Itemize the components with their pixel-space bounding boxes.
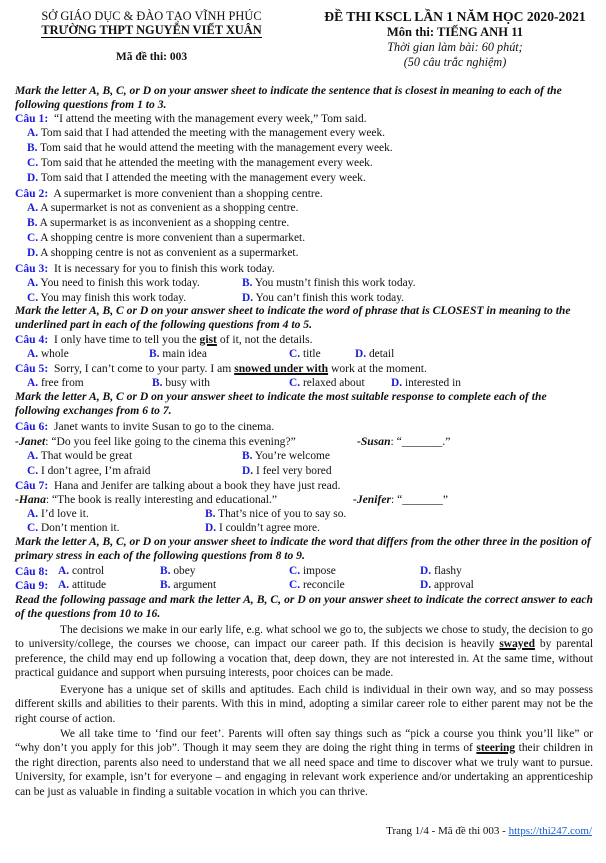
option-5c[interactable]: C. relaxed about: [289, 377, 365, 389]
option-3a[interactable]: A. You need to finish this work today.: [27, 277, 200, 289]
exam-code: Mã đề thi: 003: [115, 51, 188, 63]
question-3: [15, 262, 275, 275]
passage-paragraph-3: We all take time to ‘find our feet’. Parents will often say things such as “pick a course you think you’ll like” or “why don’t you apply for this job”. Though it may seem they are doing the right thing in terms of steering their children in the right direction, parents also need to understand that we all need space and time to discover what we truly want to pursue. University, for example, isn’t for everyone – and engaging in relevant work experience and/or undertaking an apprenticeship can be just as valuable in finding a suitable vocation in which you can thrive.: [15, 728, 593, 798]
dialogue-line-hana: -Hana: “The book is really interesting and educational.”: [15, 493, 278, 506]
option-5b[interactable]: B. busy with: [152, 377, 210, 389]
option-1b[interactable]: B. Tom said that he would attend the meeting with the management every week.: [27, 142, 393, 154]
exam-time: Thời gian làm bài: 60 phút;: [387, 40, 523, 54]
underlined-word: gist: [199, 333, 217, 346]
school-name: [0, 23, 303, 38]
option-3b[interactable]: B. You mustn’t finish this work today.: [242, 277, 416, 289]
option-7c[interactable]: C. Don’t mention it.: [27, 522, 120, 534]
passage-paragraph-2: Everyone has a unique set of skills and aptitudes. Each child is individual in their own way, and so may possess different skills and abilities to their parents. With this in mind, adopting a similar career role to either parent may not be the right course of action.: [15, 684, 593, 725]
option-9d[interactable]: D. approval: [420, 579, 474, 591]
option-6d[interactable]: D. I feel very bored: [242, 465, 332, 477]
exam-subject: Môn thi: TIẾNG ANH 11: [386, 25, 524, 39]
question-label: Câu 9:: [15, 579, 49, 592]
question-6: [15, 420, 274, 433]
question-1: [15, 112, 367, 125]
question-4: Câu 4: I only have time to tell you the gist of it, not the details.: [15, 333, 313, 346]
option-2d[interactable]: D. A shopping centre is not as convenient as a supermarket.: [27, 247, 299, 259]
source-link[interactable]: https://thi247.com/: [508, 825, 592, 837]
question-label: Câu 4:: [15, 333, 49, 346]
option-4b[interactable]: B. main idea: [149, 348, 207, 360]
option-6c[interactable]: C. I don’t agree, I’m afraid: [27, 465, 151, 477]
option-2a[interactable]: A. A supermarket is not as convenient as a shopping centre.: [27, 202, 299, 214]
question-label: Câu 7:: [15, 479, 49, 492]
dialogue-line-janet: -Janet: “Do you feel like going to the cinema this evening?”: [15, 435, 296, 448]
question-stem: It is necessary for you to finish this work today.: [53, 262, 275, 275]
section-instruction-4: Mark the letter A, B, C, or D on your answer sheet to indicate the word that differs from the other three in the position of primary stress in each of the following questions from 8 to 9.: [15, 535, 591, 563]
question-count: (50 câu trắc nghiệm): [403, 55, 507, 69]
option-9b[interactable]: B. argument: [160, 579, 217, 591]
option-7d[interactable]: D. I couldn’t agree more.: [205, 522, 320, 534]
question-stem: “I attend the meeting with the management every week,” Tom said.: [53, 112, 367, 125]
question-stem: Hana and Jenifer are talking about a book they have just read.: [53, 479, 341, 492]
option-9a[interactable]: A. attitude: [58, 579, 107, 591]
section-instruction-1: Mark the letter A, B, C, or D on your answer sheet to indicate the sentence that is closest in meaning to each of the following questions from 1 to 3.: [15, 84, 562, 112]
option-3d[interactable]: D. You can’t finish this work today.: [242, 292, 405, 304]
option-1c[interactable]: C. Tom said that he attended the meeting with the management every week.: [27, 157, 373, 169]
question-2: [15, 187, 323, 200]
question-label: Câu 2:: [15, 187, 49, 200]
underlined-phrase: snowed under with: [234, 362, 329, 375]
underlined-word: steering: [476, 742, 516, 755]
question-label: Câu 6:: [15, 420, 49, 433]
question-stem: A supermarket is more convenient than a shopping centre.: [53, 187, 323, 200]
page-footer: [386, 825, 592, 837]
option-2b[interactable]: B. A supermarket is as inconvenient as a shopping centre.: [27, 217, 290, 229]
question-stem: Janet wants to invite Susan to go to the cinema.: [53, 420, 275, 433]
question-label: Câu 8:: [15, 565, 49, 578]
question-5: Câu 5: Sorry, I can’t come to your party. I am snowed under with work at the moment.: [15, 362, 427, 375]
option-3c[interactable]: C. You may finish this work today.: [27, 292, 187, 304]
option-5a[interactable]: A. free from: [27, 377, 84, 389]
option-8b[interactable]: B. obey: [160, 565, 196, 577]
dialogue-line-jenifer: -Jenifer: “_______”: [353, 493, 448, 506]
option-1a[interactable]: A. Tom said that I had attended the meeting with the management every week.: [27, 127, 386, 139]
exam-title: ĐỀ THI KSCL LẦN 1 NĂM HỌC 2020-2021: [324, 9, 586, 24]
question-9: [15, 579, 48, 592]
question-label: Câu 5:: [15, 362, 49, 375]
question-label: Câu 3:: [15, 262, 49, 275]
option-8d[interactable]: D. flashy: [420, 565, 462, 577]
option-4c[interactable]: C. title: [289, 348, 321, 360]
option-7a[interactable]: A. I’d love it.: [27, 508, 89, 520]
section-instruction-2: Mark the letter A, B, C or D on your answer sheet to indicate the word of phrase that is CLOSEST in meaning to the underlined part in each of the following questions from 4 to 5.: [15, 304, 571, 332]
question-8: [15, 565, 48, 578]
option-1d[interactable]: D. Tom said that I attended the meeting with the management every week.: [27, 172, 366, 184]
page-info: Trang 1/4 - Mã đề thi 003 -: [386, 825, 509, 837]
option-6a[interactable]: A. That would be great: [27, 450, 133, 462]
option-7b[interactable]: B. That’s nice of you to say so.: [205, 508, 347, 520]
option-9c[interactable]: C. reconcile: [289, 579, 345, 591]
section-instruction-5: Read the following passage and mark the letter A, B, C, or D on your answer sheet to indicate the correct answer to each of the questions from 10 to 16.: [15, 593, 593, 621]
question-label: Câu 1:: [15, 112, 49, 125]
department-name: SỞ GIÁO DỤC & ĐÀO TẠO VĨNH PHÚC: [41, 9, 262, 23]
dialogue-line-susan: -Susan: “_______.”: [357, 435, 451, 448]
question-7: [15, 479, 341, 492]
option-4a[interactable]: A. whole: [27, 348, 69, 360]
option-6b[interactable]: B. You’re welcome: [242, 450, 330, 462]
passage-paragraph-1: The decisions we make in our early life, e.g. what school we go to, the subjects we chose to study, the decision to go to university/college, the courses we choose, can impact our career path. If this decision is heavily swayed by parental preference, the child may end up following a vocation that, deep down, they are not interested in. At the same time, without practical guidance and support when pursuing interests, poor choices can be made.: [15, 624, 593, 680]
school-name-text: TRƯỜNG THPT NGUYỄN VIẾT XUÂN: [41, 23, 262, 37]
option-5d[interactable]: D. interested in: [391, 377, 461, 389]
option-8a[interactable]: A. control: [58, 565, 105, 577]
option-8c[interactable]: C. impose: [289, 565, 336, 577]
option-2c[interactable]: C. A shopping centre is more convenient than a supermarket.: [27, 232, 306, 244]
section-instruction-3: Mark the letter A, B, C or D on your answer sheet to indicate the most suitable response to complete each of the following exchanges from 6 to 7.: [15, 390, 547, 418]
underlined-word: swayed: [499, 638, 535, 651]
option-4d[interactable]: D. detail: [355, 348, 395, 360]
